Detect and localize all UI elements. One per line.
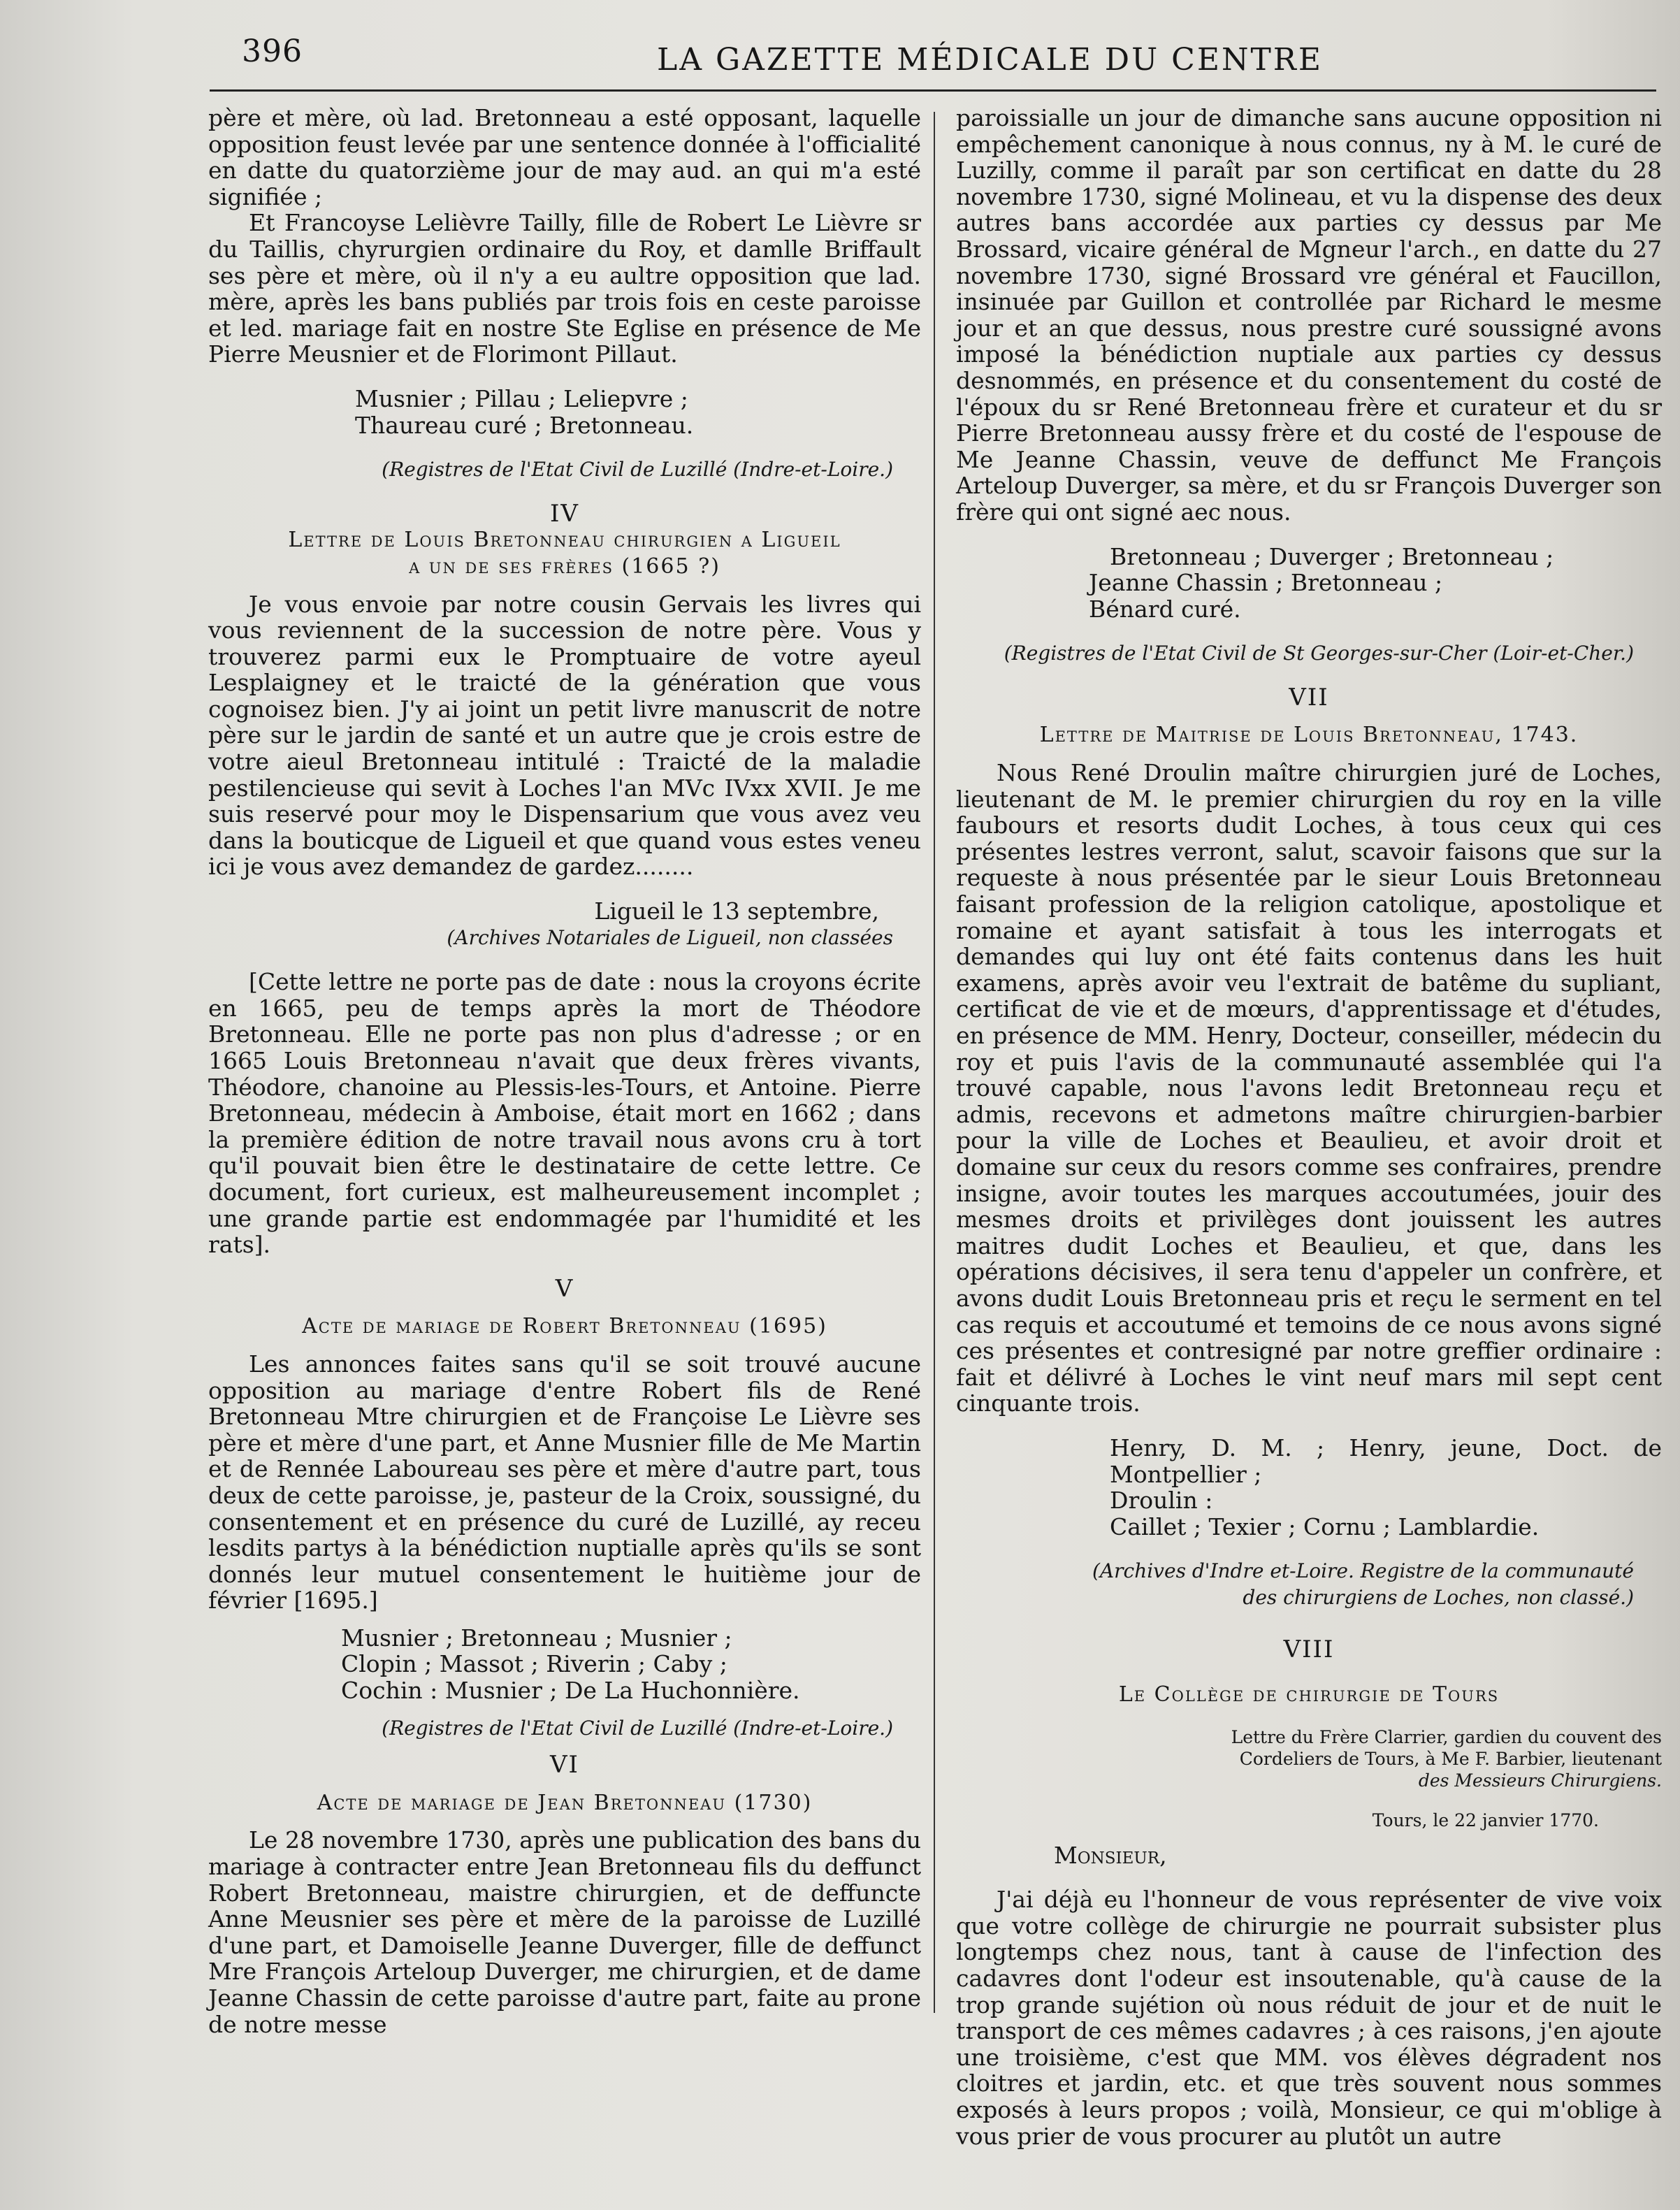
signatures-line: Henry, D. M. ; Henry, jeune, Doct. de Montpellier ; <box>1110 1433 1662 1488</box>
paragraph: Nous René Droulin maître chirurgien juré de Loches, lieutenant de M. le premier chirurgien du roy en la ville faubours et resorts dudit Loches, à tous ceux qui ces présentes lestres verront, salut, scavoir faisons que sur la requeste à nous présentée par le sieur Louis Bretonneau faisant profession de la religion catolique, apostolique et romaine et ayant satisfait à tous les interrogats et demandes qui luy ont été faits contenus dans les huit examens, après avoir veu l'extrait de batême du supliant, certificat de vie et de mœurs, d'apprentissage et d'études, en présence de MM. Henry, Docteur, conseiller, médecin du roy et puis l'avis de la communauté assemblée qui l'a trouvé capable, nous l'avons ledit Bretonneau reçu et admis, recevons et admetons maître chirurgien-barbier pour la ville de Loches et Beaulieu, et avoir droit et domaine sur ceux du resors comme ses confraires, prendre insigne, avoir toutes les marques accoutumées, jouir des mesmes droits et privilèges dont jouissent les autres maitres dudit Loches et Beaulieu, et que, dans les opérations décisives, il sera tenu d'appeler un confrère, et avons dudit Louis Bretonneau pris et reçu le serment en tel cas requis et accoutumé et temoins de ce nous avons signé ces présentes et contresigné par notre greffier ordinaire : fait et délivré à Loches le vint neuf mars mil sept cent cinquante trois. <box>956 759 1662 1417</box>
signatures-line: Bretonneau ; Duverger ; Bretonneau ; <box>1110 542 1554 570</box>
signatures-line: Jeanne Chassin ; Bretonneau ; <box>1089 569 1443 597</box>
signatures-line: Musnier ; Pillau ; Leliepvre ; <box>355 384 688 412</box>
source-citation: (Archives Notariales de Ligueil, non classées <box>447 925 893 949</box>
page-number: 396 <box>242 34 303 69</box>
paragraph: Les annonces faites sans qu'il se soit trouvé aucune opposition au mariage d'entre Robert fils de René Bretonneau Mtre chirurgien et de Françoise Le Lièvre ses père et mère d'une part, et Anne Musnier fille de Me Martin et de Rennée Laboureau ses père et mère d'autre part, tous deux de cette paroisse, je, pasteur de la Croix, soussigné, du consentement et en présence du curé de Luzillé, ay receu lesdits partys à la bénédiction nuptialle après qu'ils se sont donnés leur mutuel consentement le huitième jour de février [1695.] <box>208 1350 921 1615</box>
paragraph: paroissialle un jour de dimanche sans aucune opposition ni empêchement canonique à nous connus, ny à M. le curé de Luzilly, comme il paraît par son certificat en datte du 28 novembre 1730, signé Molineau, et vu la dispense des deux autres bans accordée aux parties cy dessus par Me Brossard, vicaire général de Mgneur l'arch., en datte du 27 novembre 1730, signé Brossard vre général et Faucillon, insinuée par Guillon et controllée par Richard le mesme jour et an que dessus, nous prestre curé soussigné avons imposé la bénédiction nuptiale aux parties cy dessus desnommés, en présence et du consentement du costé de l'époux du sr René Bretonneau frère et curateur et du sr Pierre Bretonneau aussy frère et du costé de l'espouse de Me Jeanne Chassin, veuve de deffunct Me François Arteloup Duverger, sa mère, et du sr François Duverger son frère qui ont signé aec nous. <box>956 104 1662 526</box>
section-heading: Acte de mariage de Robert Bretonneau (1695) <box>302 1314 827 1339</box>
section-number: IV <box>550 499 579 528</box>
section-number: VIII <box>1283 1635 1335 1664</box>
source-citation: des chirurgiens de Loches, non classé.) <box>1243 1585 1634 1609</box>
section-heading: a un de ses frères (1665 ?) <box>409 554 720 579</box>
paragraph: Et Francoyse Lelièvre Tailly, fille de Robert Le Lièvre sr du Taillis, chyrurgien ordinaire du Roy, et damlle Briffault ses père et mère, où il n'y a eu aultre opposition que lad. mère, après les bans publiés par trois fois en ceste paroisse et led. mariage fait en nostre Ste Eglise en présence de Me Pierre Meusnier et de Florimont Pillaut. <box>208 209 921 368</box>
section-heading: Acte de mariage de Jean Bretonneau (1730) <box>317 1790 813 1815</box>
section-number: VII <box>1289 683 1329 712</box>
letter-date: Tours, le 22 janvier 1770. <box>1372 1810 1599 1830</box>
paragraph: Je vous envoie par notre cousin Gervais les livres qui vous reviennent de la succession de notre père. Vous y trouverez parmi eux le Promptuaire de votre ayeul Lesplaigney et le traicté de la génération que vous cognoisez bien. J'y ai joint un petit livre manuscrit de notre père sur le jardin de santé et un autre que je crois estre de votre aieul Bretonneau intitulé : Traicté de la maladie pestilencieuse qui sevit à Loches l'an MVc IVxx XVII. Je me suis reservé pour moy le Dispensarium que vous avez veu dans la bouticque de Ligueil et que quand vous estes veneu ici je vous avez demandez de gardez........ <box>208 590 921 881</box>
signatures-line: Cochin : Musnier ; De La Huchonnière. <box>341 1677 800 1705</box>
signatures-line: Musnier ; Bretonneau ; Musnier ; <box>341 1624 732 1652</box>
section-heading: Lettre de Louis Bretonneau chirurgien a Ligueil <box>288 528 841 553</box>
paragraph: Le 28 novembre 1730, après une publication des bans du mariage à contracter entre Jean Bretonneau fils du deffunct Robert Bretonneau, maistre chirurgien, et de deffuncte Anne Meusnier ses père et mère de la paroisse de Luzillé d'une part, et Damoiselle Jeanne Duverger, fille de deffunct Mre François Arteloup Duverger, me chirurgien, et de dame Jeanne Chassin de cette paroisse d'autre part, faite au prone de notre messe <box>208 1826 921 2038</box>
section-number: VI <box>550 1751 579 1779</box>
column-divider <box>934 112 935 2013</box>
section-number: V <box>555 1274 574 1303</box>
editorial-note: [Cette lettre ne porte pas de date : nous la croyons écrite en 1665, peu de temps après la mort de Théodore Bretonneau. Elle ne porte pas non plus d'adresse ; or en 1665 Louis Bretonneau n'avait que deux frères vivants, Théodore, chanoine au Plessis-les-Tours, et Antoine. Pierre Bretonneau, médecin à Amboise, était mort en 1662 ; dans la première édition de notre travail nous avons cru à tort qu'il pouvait bien être le destinataire de cette lettre. Ce document, fort curieux, est malheureusement incomplet ; une grande partie est endommagée par l'humidité et les rats]. <box>208 968 921 1259</box>
section-heading: Lettre de Maitrise de Louis Bretonneau, 1743. <box>1039 723 1579 748</box>
running-title: LA GAZETTE MÉDICALE DU CENTRE <box>657 42 1324 78</box>
left-column <box>208 105 921 2037</box>
letter-intro: des Messieurs Chirurgiens. <box>1418 1770 1662 1791</box>
header-rule <box>210 89 1656 92</box>
signatures-line: Bénard curé. <box>1089 595 1241 623</box>
signatures-line: Droulin : <box>1110 1487 1213 1515</box>
letter-salutation: Monsieur, <box>1054 1841 1167 1869</box>
source-citation: (Archives d'Indre et-Loire. Registre de la communauté <box>1092 1559 1634 1583</box>
source-citation: (Registres de l'Etat Civil de Luzillé (Indre-et-Loire.) <box>382 458 893 482</box>
letter-intro: Lettre du Frère Clarrier, gardien du couvent des <box>1231 1726 1662 1747</box>
right-column <box>956 105 1662 2149</box>
letter-intro: Cordeliers de Tours, à Me F. Barbier, lieutenant <box>1239 1748 1662 1769</box>
signatures-line: Thaureau curé ; Bretonneau. <box>355 411 694 439</box>
source-citation: (Registres de l'Etat Civil de Luzillé (Indre-et-Loire.) <box>382 1716 893 1740</box>
paragraph: J'ai déjà eu l'honneur de vous représenter de vive voix que votre collège de chirurgie ne pourrait subsister plus longtemps chez nous, tant à cause de l'infection des cadavres dont l'odeur est insoutenable, qu'à cause de la trop grande sujétion où nous réduit de jour et de nuit le transport de ces mêmes cadavres ; à ces raisons, j'en ajoute une troisième, c'est que MM. vos élèves dégradent nos cloitres et jardin, etc. et que très souvent nous sommes exposés à leurs propos ; voilà, Monsieur, ce qui m'oblige à vous prier de vous procurer au plutôt un autre <box>956 1886 1662 2150</box>
section-heading: Le Collège de chirurgie de Tours <box>1118 1682 1500 1707</box>
signatures-line: Caillet ; Texier ; Cornu ; Lamblardie. <box>1110 1512 1540 1540</box>
page-header <box>0 0 1680 105</box>
paragraph: père et mère, où lad. Bretonneau a esté opposant, laquelle opposition feust levée par une sentence donnée à l'officialité en datte du quatorzième jour de may aud. an qui m'a esté signifiée ; <box>208 104 921 210</box>
letter-date: Ligueil le 13 septembre, <box>594 897 879 925</box>
source-citation: (Registres de l'Etat Civil de St Georges-sur-Cher (Loir-et-Cher.) <box>1004 642 1634 665</box>
signatures-line: Clopin ; Massot ; Riverin ; Caby ; <box>341 1650 727 1678</box>
